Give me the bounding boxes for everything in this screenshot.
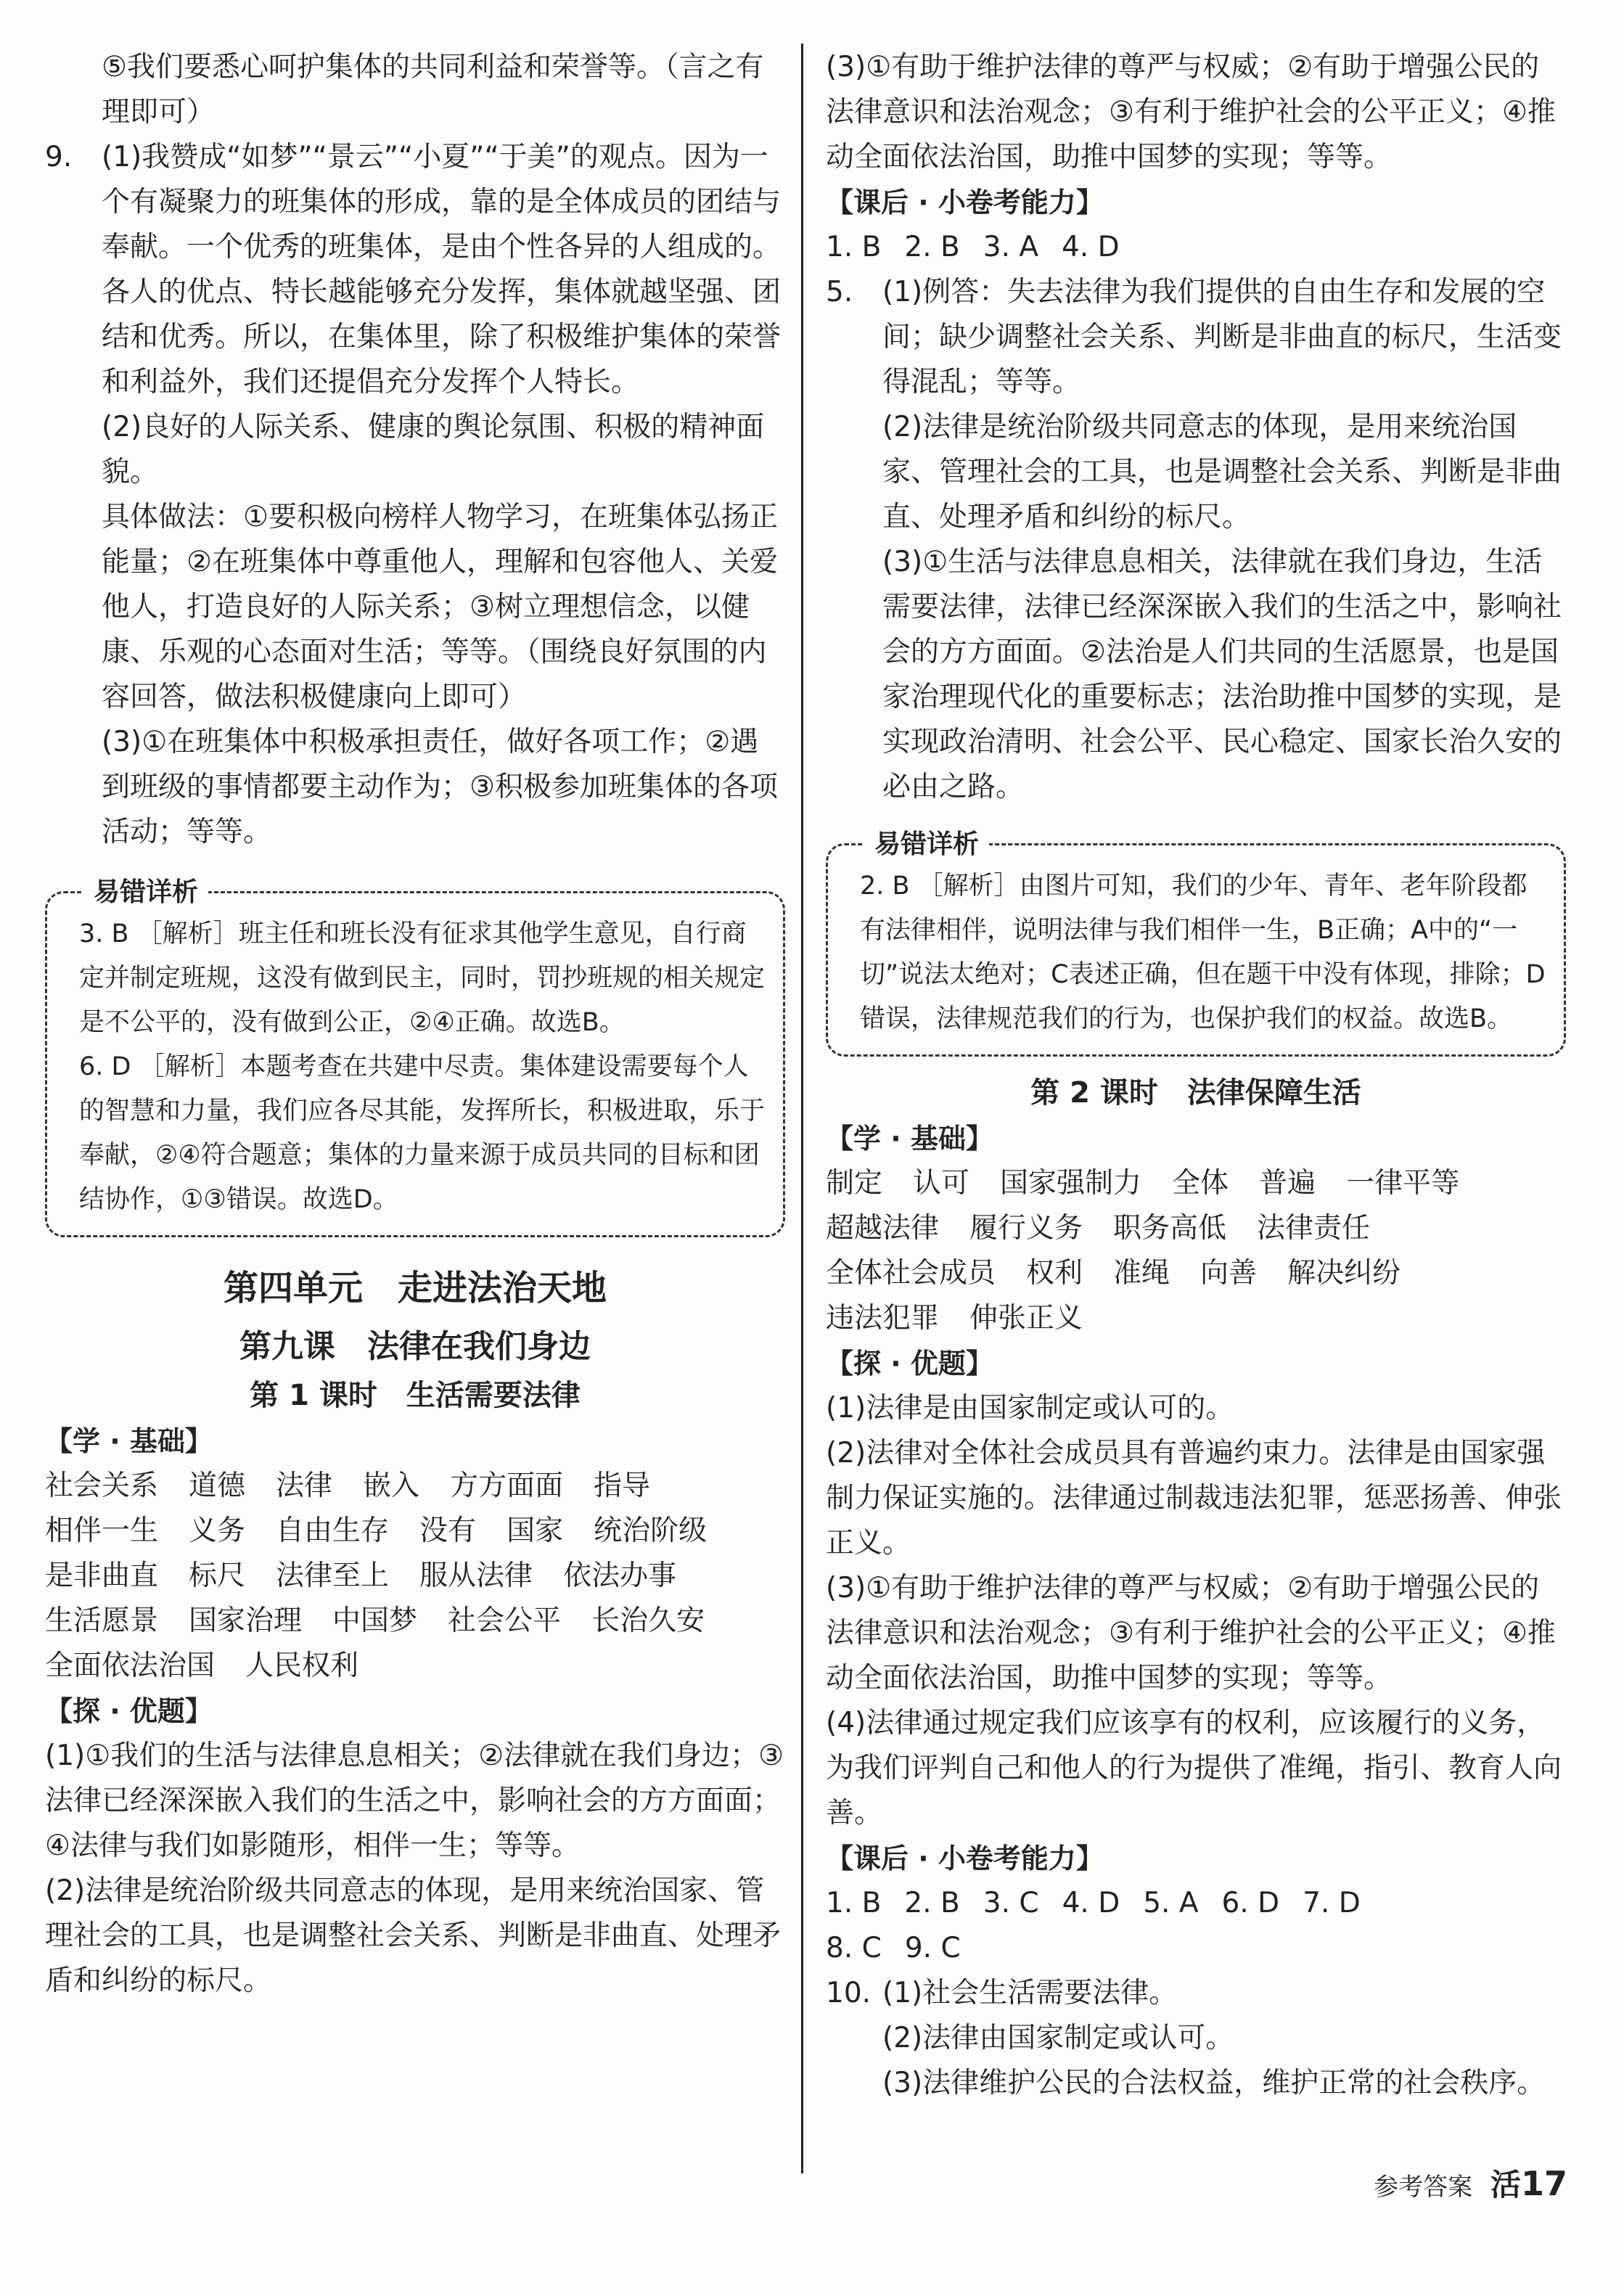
term: 相伴一生 xyxy=(45,1515,159,1547)
term: 没有 xyxy=(419,1515,477,1547)
term-row xyxy=(45,1644,785,1689)
answer: 3. C xyxy=(983,1887,1039,1919)
answer-row xyxy=(826,1881,1566,1926)
explore-answer-2: (2)法律对全体社会成员具有普遍约束力。法律是由国家强制力保证实施的。法律通过制裁违法犯罪，惩恶扬善、伸张正义。 xyxy=(826,1437,1562,1560)
error-item: 6. D ［解析］本题考查在共建中尽责。集体建设需要每个人的智慧和力量，我们应各尽其能，发挥所长，积极进取，乐于奉献，②④符合题意；集体的力量来源于成员共同的目标和团结协作，①③错误。故选D。 xyxy=(79,1052,766,1214)
answer-part-1: (1)社会生活需要法律。 xyxy=(882,1977,1178,2009)
explore-answer-2: (2)法律是统治阶级共同意志的体现，是用来统治国家、管理社会的工具，也是调整社会关系、判断是非曲直、处理矛盾和纠纷的标尺。 xyxy=(45,1874,782,1997)
question-10 xyxy=(826,1971,1566,2106)
unit-title: 第四单元 走进法治天地 xyxy=(223,1268,607,1308)
term: 法律至上 xyxy=(276,1560,390,1592)
term-row xyxy=(826,1296,1566,1341)
term: 生活愿景 xyxy=(45,1604,159,1637)
term: 普遍 xyxy=(1259,1167,1316,1200)
term: 认可 xyxy=(913,1167,970,1200)
answer: 4. D xyxy=(1062,231,1120,263)
term: 超越法律 xyxy=(826,1212,940,1245)
term: 履行义务 xyxy=(969,1212,1083,1245)
error-item: 2. B ［解析］由图片可知，我们的少年、青年、老年阶段都有法律相伴，说明法律与我们相伴一生，B正确；A中的“一切”说法太绝对；C表述正确，但在题干中没有体现，排除；D错误，法律规范我们的行为，也保护我们的权益。故选B。 xyxy=(860,872,1546,1033)
answer-part-1: (1)我赞成“如梦”“景云”“小夏”“于美”的观点。因为一个有凝聚力的班集体的形成，靠的是全体成员的团结与奉献。一个优秀的班集体，是由个性各异的人组成的。各人的优点、特长越能够充分发挥，集体就越坚强、团结和优秀。所以，在集体里，除了积极维护集体的荣誉和利益外，我们还提倡充分发挥个人特长。 xyxy=(102,141,782,398)
question-5 xyxy=(826,270,1566,810)
answer-part-3: (3)法律维护公民的合法权益，维护正常的社会秩序。 xyxy=(882,2067,1546,2099)
term: 权利 xyxy=(1026,1257,1083,1290)
column-divider xyxy=(801,44,803,2173)
term-row xyxy=(826,1206,1566,1251)
answer-row xyxy=(826,1926,1566,1971)
error-analysis-box xyxy=(45,877,785,1237)
answer: 6. D xyxy=(1221,1887,1280,1919)
term: 是非曲直 xyxy=(45,1560,159,1592)
section-heading-basics: 【学 · 基础】 xyxy=(45,1425,213,1457)
term-list xyxy=(45,1464,785,1689)
term: 向善 xyxy=(1200,1257,1258,1290)
answer-part-3: (3)①生活与法律息息相关，法律就在我们身边，生活需要法律，法律已经深深嵌入我们的生活之中，影响社会的方方面面。②法治是人们共同的生活愿景，也是国家治理现代化的重要标志；法治助推中国梦的实现，是实现政治清明、社会公平、民心稳定、国家长治久安的必由之路。 xyxy=(882,546,1562,803)
question-9 xyxy=(45,135,785,855)
term-list xyxy=(826,1161,1566,1341)
term: 一律平等 xyxy=(1346,1167,1460,1200)
section-heading-quiz: 【课后 · 小卷考能力】 xyxy=(826,1843,1104,1874)
footer-label: 参考答案 xyxy=(1374,2173,1473,2202)
term: 长治久安 xyxy=(591,1604,705,1637)
lesson-title: 第九课 法律在我们身边 xyxy=(239,1328,591,1365)
term: 全体社会成员 xyxy=(826,1257,996,1290)
term: 伸张正义 xyxy=(969,1302,1083,1335)
term: 自由生存 xyxy=(276,1515,390,1547)
answer: 8. C xyxy=(826,1932,882,1964)
term-row xyxy=(45,1464,785,1509)
term: 法律责任 xyxy=(1257,1212,1371,1245)
answer-row xyxy=(826,225,1566,270)
answer: 3. A xyxy=(983,231,1039,263)
error-item: 3. B ［解析］班主任和班长没有征求其他学生意见，自行商定并制定班规，这没有做到民主，同时，罚抄班规的相关规定是不公平的，没有做到公正，②④正确。故选B。 xyxy=(79,919,766,1037)
term: 职务高低 xyxy=(1113,1212,1227,1245)
explore-answer-4: (4)法律通过规定我们应该享有的权利，应该履行的义务，为我们评判自己和他人的行为提供了准绳，指引、教育人向善。 xyxy=(826,1707,1562,1829)
answer-part-2: (2)法律是统治阶级共同意志的体现，是用来统治国家、管理社会的工具，也是调整社会关系、判断是非曲直、处理矛盾和纠纷的标尺。 xyxy=(882,411,1562,533)
question-number: 9. xyxy=(45,141,73,173)
term-row xyxy=(826,1161,1566,1206)
term: 服从法律 xyxy=(419,1560,533,1592)
term: 中国梦 xyxy=(332,1604,418,1637)
term: 法律 xyxy=(276,1470,333,1502)
term: 解决纠纷 xyxy=(1287,1257,1401,1290)
explore-answer-1: (1)①我们的生活与法律息息相关；②法律就在我们身边；③法律已经深深嵌入我们的生活之中，影响社会的方方面面；④法律与我们如影随形，相伴一生；等等。 xyxy=(45,1739,784,1862)
answer: 7. D xyxy=(1303,1887,1361,1919)
explore-answer-3: (3)①有助于维护法律的尊严与权威；②有助于增强公民的法律意识和法治观念；③有利于维护社会的公平正义；④推动全面依法治国，助推中国梦的实现；等等。 xyxy=(826,1572,1556,1694)
section-heading-basics: 【学 · 基础】 xyxy=(826,1123,993,1155)
question-number: 5. xyxy=(826,276,853,308)
answer: 1. B xyxy=(826,1887,882,1919)
term: 违法犯罪 xyxy=(826,1302,940,1335)
term: 标尺 xyxy=(189,1560,246,1592)
term-row xyxy=(45,1599,785,1644)
footer-section: 活 xyxy=(1490,2167,1521,2202)
period-title: 第 1 课时 生活需要法律 xyxy=(250,1379,581,1412)
section-heading-explore: 【探 · 优题】 xyxy=(45,1695,213,1727)
left-column xyxy=(45,45,785,2004)
answer: 2. B xyxy=(904,231,960,263)
explore-answer-3: (3)①有助于维护法律的尊严与权威；②有助于增强公民的法律意识和法治观念；③有利于维护社会的公平正义；④推动全面依法治国，助推中国梦的实现；等等。 xyxy=(826,51,1556,173)
continued-point-5: ⑤我们要悉心呵护集体的共同利益和荣誉等。（言之有理即可） xyxy=(102,51,764,128)
term: 国家 xyxy=(507,1515,564,1547)
period-title: 第 2 课时 法律保障生活 xyxy=(1030,1076,1361,1110)
term: 制定 xyxy=(826,1167,883,1200)
error-analysis-label: 易错详析 xyxy=(83,870,208,914)
answer-practice: 具体做法：①要积极向榜样人物学习，在班集体弘扬正能量；②在班集体中尊重他人，理解和包容他人、关爱他人，打造良好的人际关系；③树立理想信念，以健康、乐观的心态面对生活；等等。（围绕良好氛围的内容回答，做法积极健康向上即可） xyxy=(102,501,778,713)
explore-answer-1: (1)法律是由国家制定或认可的。 xyxy=(826,1392,1234,1425)
question-number: 10. xyxy=(826,1977,872,2009)
term: 全体 xyxy=(1172,1167,1229,1200)
error-analysis-label: 易错详析 xyxy=(864,822,989,866)
term: 国家治理 xyxy=(189,1604,303,1637)
answer: 5. A xyxy=(1143,1887,1199,1919)
answer: 9. C xyxy=(904,1932,961,1964)
term-row xyxy=(45,1554,785,1599)
term: 国家强制力 xyxy=(1000,1167,1142,1200)
section-heading-explore: 【探 · 优题】 xyxy=(826,1348,993,1380)
term: 准绳 xyxy=(1113,1257,1170,1290)
term: 方方面面 xyxy=(450,1470,564,1502)
term: 义务 xyxy=(189,1515,246,1547)
right-column xyxy=(826,45,1566,2106)
answer: 1. B xyxy=(826,231,882,263)
term: 嵌入 xyxy=(363,1470,420,1502)
term-row xyxy=(45,1509,785,1554)
term-row xyxy=(826,1251,1566,1296)
answer: 2. B xyxy=(904,1887,960,1919)
answer-part-3: (3)①在班集体中积极承担责任，做好各项工作；②遇到班级的事情都要主动作为；③积极参加班集体的各项活动；等等。 xyxy=(102,726,778,848)
term: 统治阶级 xyxy=(594,1515,708,1547)
answer-part-2: (2)良好的人际关系、健康的舆论氛围、积极的精神面貌。 xyxy=(102,411,765,488)
section-heading-quiz: 【课后 · 小卷考能力】 xyxy=(826,187,1104,218)
answer-part-2: (2)法律由国家制定或认可。 xyxy=(882,2022,1234,2054)
term: 社会关系 xyxy=(45,1470,159,1502)
term: 道德 xyxy=(189,1470,246,1502)
answer-part-1: (1)例答：失去法律为我们提供的自由生存和发展的空间；缺少调整社会关系、判断是非曲直的标尺，生活变得混乱；等等。 xyxy=(882,276,1562,398)
term: 指导 xyxy=(594,1470,651,1502)
page-number: 17 xyxy=(1520,2164,1567,2203)
error-analysis-box xyxy=(826,829,1566,1057)
page-footer xyxy=(1374,2161,1567,2205)
term: 社会公平 xyxy=(448,1604,562,1637)
term: 全面依法治国 xyxy=(45,1649,216,1682)
term: 依法办事 xyxy=(563,1560,677,1592)
term: 人民权利 xyxy=(245,1649,359,1682)
answer: 4. D xyxy=(1062,1887,1120,1919)
